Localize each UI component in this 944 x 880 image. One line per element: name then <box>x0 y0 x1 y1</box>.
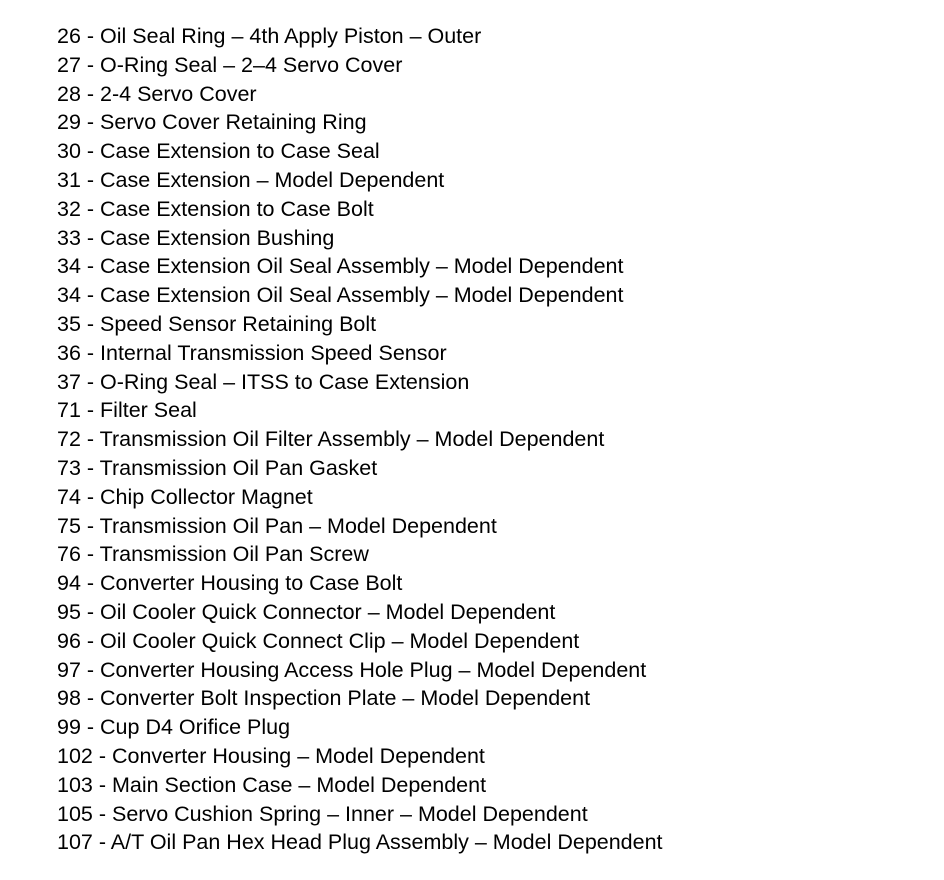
part-number: 27 <box>57 52 81 77</box>
part-description: Filter Seal <box>100 398 197 423</box>
part-description: Main Section Case – Model Dependent <box>111 772 487 797</box>
part-description: Converter Housing Access Hole Plug – Model Dependent <box>100 657 647 682</box>
part-description: Oil Seal Ring – 4th Apply Piston – Outer <box>100 24 482 48</box>
part-list-item <box>57 771 663 800</box>
part-separator: - <box>80 513 100 538</box>
part-list-item <box>57 195 663 224</box>
part-separator: - <box>80 196 101 221</box>
part-number: 76 <box>57 542 81 567</box>
parts-list <box>57 22 663 857</box>
part-list-item <box>57 483 663 512</box>
part-separator: - <box>80 369 101 394</box>
part-description: Case Extension – Model Dependent <box>100 167 445 192</box>
part-number: 34 <box>57 283 81 308</box>
part-separator: - <box>80 110 101 135</box>
part-description: Case Extension Bushing <box>100 225 335 250</box>
part-separator: - <box>92 801 112 826</box>
part-number: 95 <box>57 599 81 624</box>
part-separator: - <box>80 254 101 279</box>
part-list-item <box>57 454 663 483</box>
part-number: 74 <box>57 484 81 509</box>
part-separator: - <box>80 340 101 365</box>
part-number: 97 <box>57 657 81 682</box>
part-number: 31 <box>57 167 81 192</box>
part-description: Speed Sensor Retaining Bolt <box>100 311 377 336</box>
part-separator: - <box>92 830 111 855</box>
part-list-item <box>57 512 663 541</box>
part-separator: - <box>80 599 101 624</box>
part-description: Case Extension to Case Seal <box>100 139 380 164</box>
part-separator: - <box>80 484 101 509</box>
part-list-item <box>57 80 663 109</box>
part-list-item <box>57 598 663 627</box>
part-separator: - <box>80 542 100 567</box>
part-list-item <box>57 425 663 454</box>
part-list-item <box>57 569 663 598</box>
part-description: Transmission Oil Pan Screw <box>99 542 369 567</box>
part-description: Case Extension Oil Seal Assembly – Model Dependent <box>100 283 624 308</box>
part-separator: - <box>80 311 101 336</box>
part-list-item <box>57 713 663 742</box>
part-separator: - <box>80 52 101 77</box>
part-description: Transmission Oil Pan – Model Dependent <box>99 513 497 538</box>
part-list-item <box>57 224 663 253</box>
part-description: Oil Cooler Quick Connect Clip – Model Dependent <box>100 628 580 653</box>
part-description: Transmission Oil Pan Gasket <box>99 455 378 480</box>
part-separator: - <box>80 81 101 106</box>
part-list-item <box>57 800 663 829</box>
part-number: 36 <box>57 340 81 365</box>
part-description: Converter Housing to Case Bolt <box>100 571 403 596</box>
part-list-item <box>57 742 663 771</box>
part-separator: - <box>80 628 101 653</box>
part-list-item <box>57 396 663 425</box>
part-separator: - <box>92 743 112 768</box>
part-separator: - <box>80 225 101 250</box>
part-separator: - <box>80 455 100 480</box>
part-description: O-Ring Seal – 2–4 Servo Cover <box>100 52 403 77</box>
part-description: A/T Oil Pan Hex Head Plug Assembly – Model Dependent <box>110 830 663 855</box>
part-number: 33 <box>57 225 81 250</box>
part-list-item <box>57 828 663 857</box>
part-list-item <box>57 137 663 166</box>
part-number: 102 <box>57 743 93 768</box>
part-list-item <box>57 684 663 713</box>
part-number: 98 <box>57 686 81 711</box>
part-description: Case Extension to Case Bolt <box>100 196 374 221</box>
part-number: 103 <box>57 772 93 797</box>
part-list-item <box>57 252 663 281</box>
part-number: 37 <box>57 369 81 394</box>
part-description: Chip Collector Magnet <box>100 484 313 509</box>
part-separator: - <box>80 167 101 192</box>
part-number: 96 <box>57 628 81 653</box>
part-description: Oil Cooler Quick Connector – Model Dependent <box>100 599 556 624</box>
part-number: 32 <box>57 196 81 221</box>
part-number: 105 <box>57 801 93 826</box>
part-separator: - <box>80 571 101 596</box>
part-number: 94 <box>57 571 81 596</box>
part-number: 34 <box>57 254 81 279</box>
part-number: 107 <box>57 830 93 855</box>
part-separator: - <box>80 427 100 452</box>
part-separator: - <box>80 657 101 682</box>
part-number: 99 <box>57 715 81 740</box>
part-list-item <box>57 51 663 80</box>
part-list-item <box>57 108 663 137</box>
part-list-item <box>57 368 663 397</box>
part-description: Servo Cushion Spring – Inner – Model Dependent <box>111 801 588 826</box>
part-description: Internal Transmission Speed Sensor <box>100 340 447 365</box>
part-number: 26 <box>57 24 81 48</box>
part-list-item <box>57 166 663 195</box>
part-list-item <box>57 281 663 310</box>
part-list-item <box>57 540 663 569</box>
part-number: 75 <box>57 513 81 538</box>
part-number: 72 <box>57 427 81 452</box>
part-list-item <box>57 656 663 685</box>
part-separator: - <box>80 24 101 48</box>
part-list-item <box>57 310 663 339</box>
part-description: O-Ring Seal – ITSS to Case Extension <box>100 369 470 394</box>
part-separator: - <box>80 715 101 740</box>
part-list-item <box>57 339 663 368</box>
part-description: Cup D4 Orifice Plug <box>100 715 291 740</box>
part-number: 28 <box>57 81 81 106</box>
part-description: Case Extension Oil Seal Assembly – Model Dependent <box>100 254 624 279</box>
part-separator: - <box>80 398 101 423</box>
part-list-item <box>57 627 663 656</box>
part-number: 30 <box>57 139 81 164</box>
part-description: Transmission Oil Filter Assembly – Model Dependent <box>99 427 605 452</box>
part-number: 71 <box>57 398 81 423</box>
part-number: 35 <box>57 311 81 336</box>
part-separator: - <box>92 772 112 797</box>
part-separator: - <box>80 686 101 711</box>
part-description: Converter Housing – Model Dependent <box>111 743 485 768</box>
part-description: 2-4 Servo Cover <box>100 81 257 106</box>
part-description: Converter Bolt Inspection Plate – Model Dependent <box>100 686 591 711</box>
part-number: 29 <box>57 110 81 135</box>
part-separator: - <box>80 139 101 164</box>
part-separator: - <box>80 283 101 308</box>
part-description: Servo Cover Retaining Ring <box>100 110 367 135</box>
part-list-item <box>57 22 663 51</box>
part-number: 73 <box>57 455 81 480</box>
